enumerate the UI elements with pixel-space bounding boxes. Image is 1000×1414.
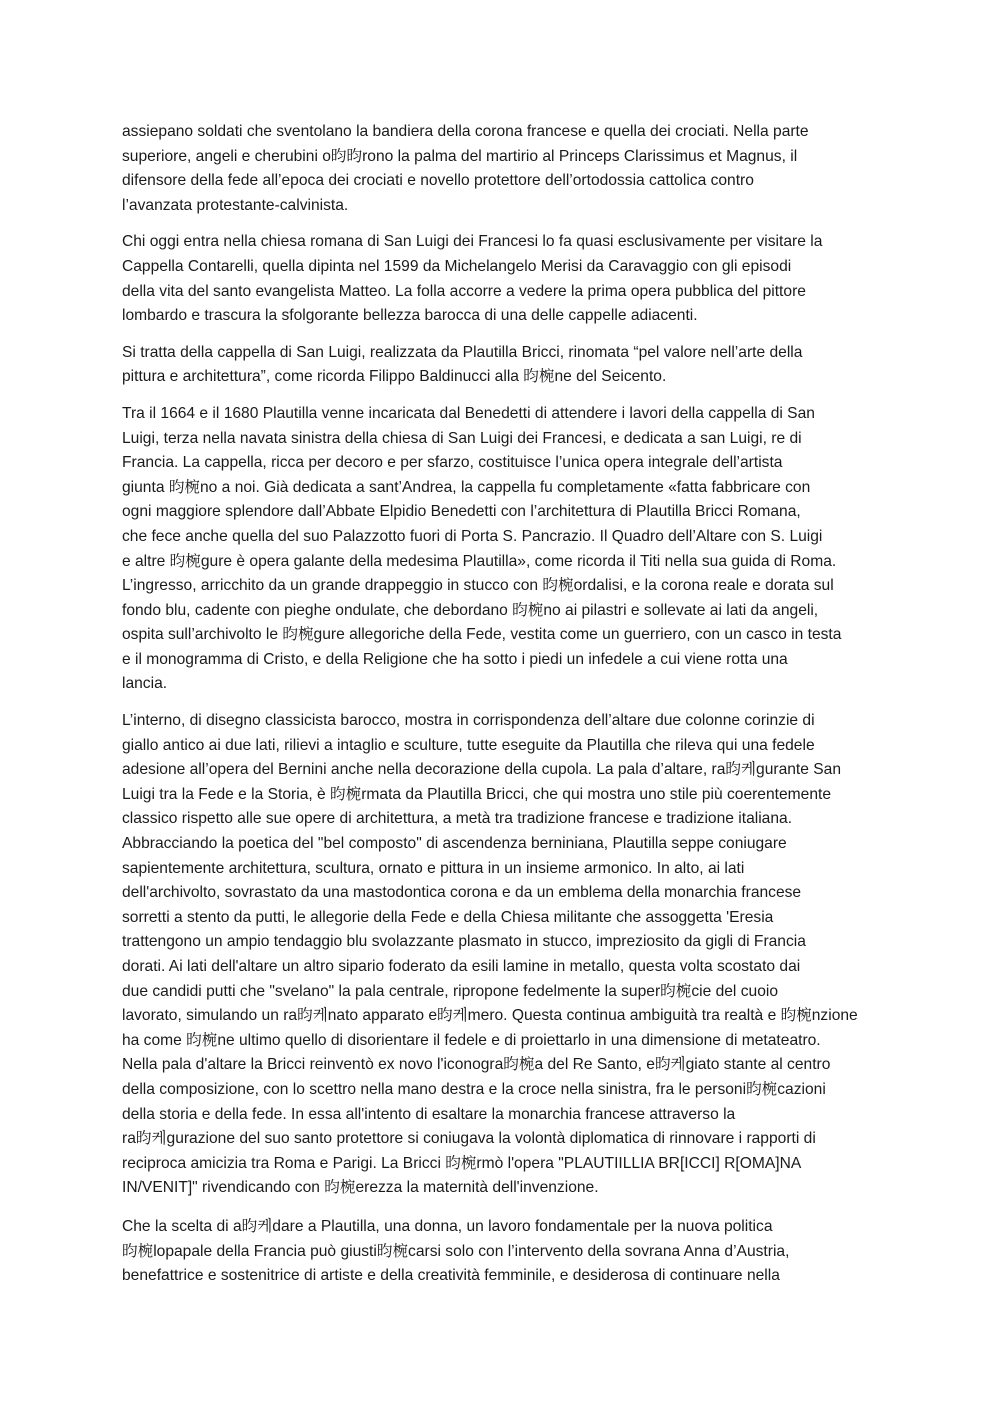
text-line: pittura e architettura”, come ricorda Filippo Baldinucci alla 昀椀ne del Seicento. [122,368,667,386]
text-line: giunta 昀椀no a noi. Già dedicata a sant’Andrea, la cappella fu completamente «fatta fabbricare con [122,478,811,496]
paragraph-1 [122,120,882,218]
text-line: l’avanzata protestante-calvinista. [122,196,349,214]
text-line: L’ingresso, arricchito da un grande drappeggio in stucco con 昀椀ordalisi, e la corona reale e dorata sul [122,577,834,595]
text-line: L’interno, di disegno classicista barocco, mostra in corrispondenza dell’altare due colonne corinzie di [122,712,815,730]
text-line: Luigi, terza nella navata sinistra della chiesa di San Luigi dei Francesi, e dedicata a san Luigi, re di [122,429,802,447]
text-line: ospita sull’archivolto le 昀椀gure allegoriche della Fede, vestita come un guerriero, con un casco in testa [122,626,842,644]
text-line: Chi oggi entra nella chiesa romana di San Luigi dei Francesi lo fa quasi esclusivamente per visitare la [122,233,823,251]
text-line: Nella pala d'altare la Bricci reinventò ex novo l'iconogra昀椀a del Re Santo, e昀케giato stante al centro [122,1056,831,1074]
text-line: superiore, angeli e cherubini o昀昀rono la palma del martirio al Princeps Clarissimus et Magnus, il [122,147,798,165]
text-line: benefattrice e sostenitrice di artiste e della creatività femminile, e desiderosa di continuare nella [122,1267,780,1285]
paragraph-2 [122,230,882,328]
text-line: Tra il 1664 e il 1680 Plautilla venne incaricata dal Benedetti di attendere i lavori della cappella di San [122,404,815,422]
text-line: Francia. La cappella, ricca per decoro e per sfarzo, costituisce l’unica opera integrale dell’artista [122,454,783,472]
text-line: reciproca amicizia tra Roma e Parigi. La Bricci 昀椀rmò l'opera "PLAUTIILLIA BR[ICCI] R[OMA]NA [122,1154,802,1172]
text-line: che fece anche quella del suo Palazzotto fuori di Porta S. Pancrazio. Il Quadro dell’Altare con S. Luigi [122,527,823,545]
text-line: lancia. [122,675,168,693]
text-line: Abbracciando la poetica del "bel composto" di ascendenza berniniana, Plautilla seppe coniugare [122,835,787,853]
paragraph-5 [122,709,882,1201]
text-line: lavorato, simulando un ra昀케nato apparato e昀케mero. Questa continua ambiguità tra realtà e 昀椀nzione [122,1007,858,1025]
text-line: assiepano soldati che sventolano la bandiera della corona francese e quella dei crociati. Nella parte [122,123,809,140]
text-line: fondo blu, cadente con pieghe ondulate, che debordano 昀椀no ai pilastri e sollevate ai lati da angeli, [122,601,819,619]
text-line: lombardo e trascura la sfolgorante bellezza barocca di una delle cappelle adiacenti. [122,307,698,325]
text-line: 昀椀lopapale della Francia può giusti昀椀carsi solo con l’intervento della sovrana Anna d’Austria, [122,1242,790,1260]
text-line: dell'archivolto, sovrastato da una mastodontica corona e da un emblema della monarchia francese [122,884,802,902]
text-line: trattengono un ampio tendaggio blu svolazzante plasmato in stucco, impreziosito da gigli di Francia [122,933,806,951]
text-line: ha come 昀椀ne ultimo quello di disorientare il fedele e di proiettarlo in una dimensione di metateatro. [122,1031,821,1049]
paragraph-3 [122,341,882,390]
text-line: e altre 昀椀gure è opera galante della medesima Plautilla», come ricorda il Titi nella sua guida di Roma. [122,552,837,570]
text-line: ra昀케gurazione del suo santo protettore si coniugava la volontà diplomatica di rinnovare i rapporti di [122,1130,816,1148]
document-body [122,120,882,1301]
text-line: giallo antico ai due lati, rilievi a intaglio e sculture, tutte eseguite da Plautilla che rileva qui una fedele [122,736,815,754]
text-line: ogni maggiore splendore dall’Abbate Elpidio Benedetti con l’architettura di Plautilla Bricci Romana, [122,503,801,521]
text-line: Che la scelta di a昀케dare a Plautilla, una donna, un lavoro fondamentale per la nuova politica [122,1217,773,1235]
text-line: Cappella Contarelli, quella dipinta nel 1599 da Michelangelo Merisi da Caravaggio con gli episodi [122,257,792,275]
text-line: due candidi putti che "svelano" la pala centrale, ripropone fedelmente la super昀椀cie del cuoio [122,982,779,1000]
text-line: e il monogramma di Cristo, e della Religione che ha sotto i piedi un infedele a cui viene rotta una [122,650,788,668]
text-line: sorretti a stento da putti, le allegorie della Fede e della Chiesa militante che assoggetta 'Eresia [122,908,774,926]
paragraph-4 [122,402,882,697]
text-line: Luigi tra la Fede e la Storia, è 昀椀rmata da Plautilla Bricci, che qui mostra uno stile più coerentemente [122,785,831,803]
paragraph-6 [122,1215,882,1289]
text-line: difensore della fede all’epoca dei crociati e novello protettore dell’ortodossia cattolica contro [122,172,754,190]
text-line: sapientemente architettura, scultura, ornato e pittura in un insieme armonico. In alto, ai lati [122,859,745,877]
text-line: classico rispetto alle sue opere di architettura, a metà tra tradizione francese e tradizione italiana. [122,810,793,828]
text-line: IN/VENIT]" rivendicando con 昀椀erezza la maternità dell'invenzione. [122,1179,599,1197]
text-line: dorati. Ai lati dell'altare un altro sipario foderato da esili lamine in metallo, questa volta scostato dai [122,958,801,975]
text-line: della storia e della fede. In essa all'intento di esaltare la monarchia francese attraverso la [122,1105,736,1123]
text-line: della composizione, con lo scettro nella mano destra e la croce nella sinistra, fra le personi昀椀cazioni [122,1080,826,1098]
text-line: della vita del santo evangelista Matteo. La folla accorre a vedere la prima opera pubblica del pittore [122,282,806,300]
text-line: Si tratta della cappella di San Luigi, realizzata da Plautilla Bricci, rinomata “pel valore nell’arte della [122,343,803,361]
text-line: adesione all’opera del Bernini anche nella decorazione della cupola. La pala d’altare, ra昀케gurante San [122,761,841,779]
